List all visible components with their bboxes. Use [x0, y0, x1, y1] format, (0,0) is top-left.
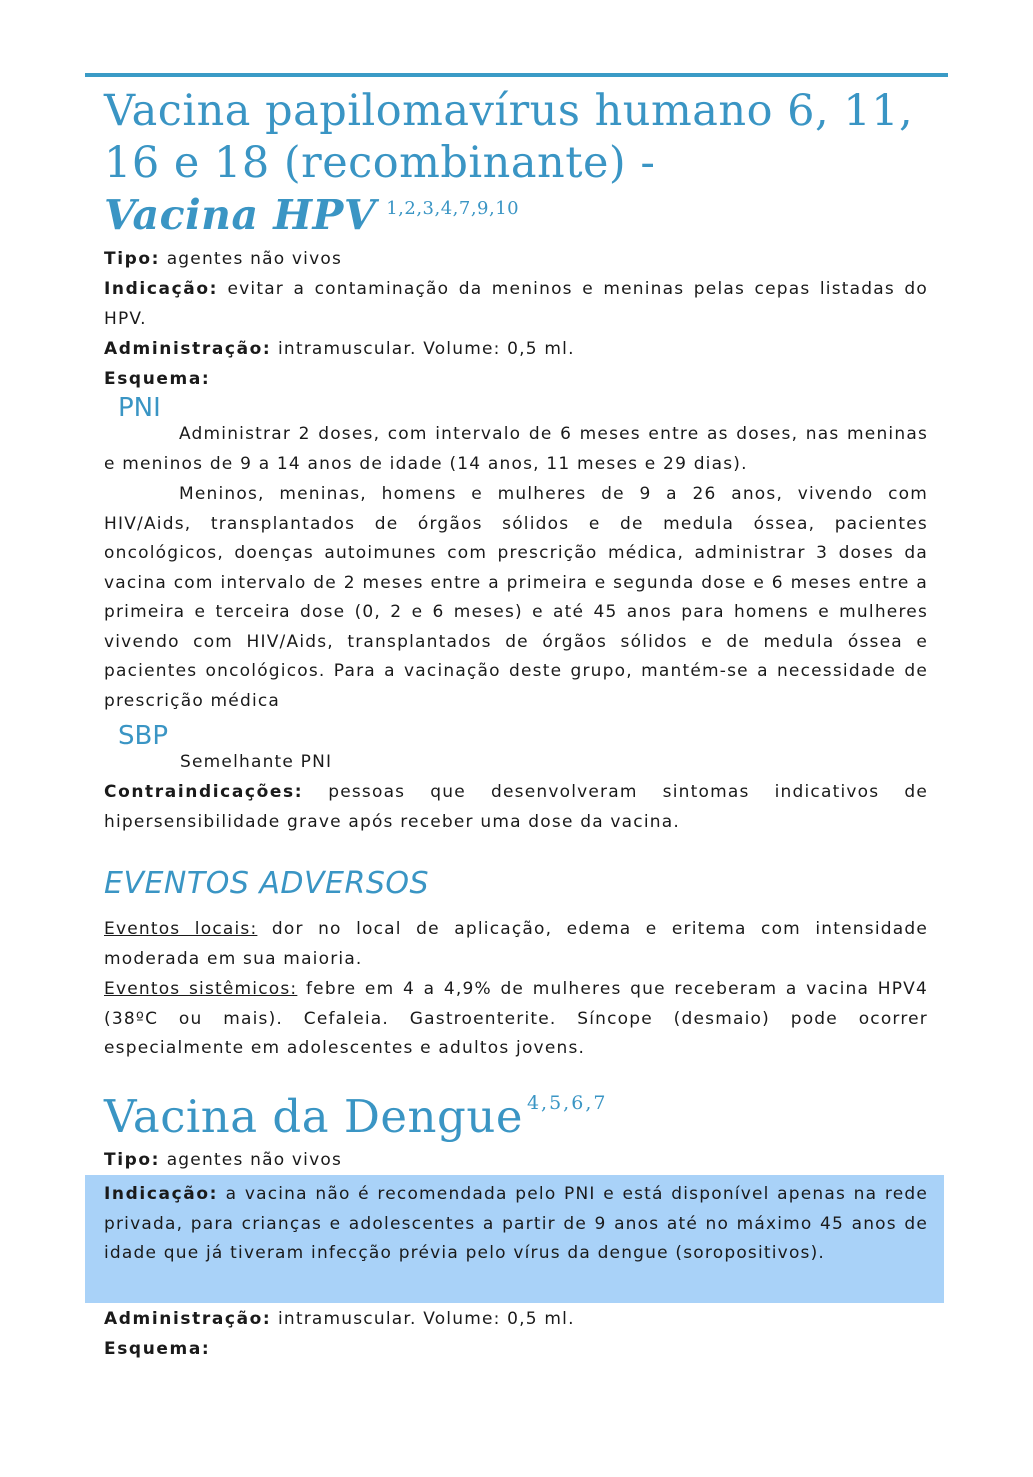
hpv-tipo: [104, 245, 928, 275]
hpv-contra-label: Contraindicações:: [104, 782, 304, 802]
dengue-title-text: Vacina da Dengue: [104, 1090, 523, 1143]
eventos-sistemicos-value: febre em 4 a 4,9% de mulheres que receberam a vacina HPV4 (38ºC ou mais). Cefaleia. Gastroenterite. Síncope (desmaio) pode ocorrer especialmente em adolescentes e adultos jovens.: [104, 979, 928, 1058]
hpv-contraindicacoes: [104, 778, 928, 837]
eventos-locais-value: dor no local de aplicação, edema e eritema com intensidade moderada em sua maioria.: [104, 919, 929, 969]
hpv-contra-value: pessoas que desenvolveram sintomas indicativos de hipersensibilidade grave após receber uma dose da vacina.: [104, 782, 929, 832]
pni-paragraph-1: Administrar 2 doses, com intervalo de 6 meses entre as doses, nas meninas e meninos de 9 a 14 anos de idade (14 anos, 11 meses e 29 dias).: [104, 424, 928, 474]
hpv-title-bold: Vacina HPV: [104, 191, 377, 239]
dengue-administracao-label: Administração:: [104, 1309, 272, 1329]
hpv-tipo-label: Tipo:: [104, 249, 161, 269]
eventos-heading: EVENTOS ADVERSOS: [104, 866, 430, 901]
hpv-title-line1: Vacina papilomavírus humano 6, 11,: [104, 86, 914, 136]
hpv-indicacao: [104, 275, 928, 334]
hpv-tipo-value: agentes não vivos: [166, 249, 343, 269]
eventos-sistemicos: [104, 975, 928, 1064]
dengue-indicacao-value: a vacina não é recomendada pelo PNI e está disponível apenas na rede privada, para crianças e adolescentes a partir de 9 anos até no máximo 45 anos de idade que já tiveram infecção prévia pelo vírus da dengue (soropositivos).: [104, 1184, 929, 1263]
hpv-title-refs: 1,2,3,4,7,9,10: [386, 198, 520, 219]
hpv-administracao: [104, 335, 928, 365]
dengue-tipo-value: agentes não vivos: [166, 1150, 343, 1170]
dengue-indicacao: [104, 1180, 928, 1269]
dengue-tipo-label: Tipo:: [104, 1150, 161, 1170]
hpv-administracao-label: Administração:: [104, 339, 272, 359]
hpv-title: [104, 85, 944, 241]
dengue-tipo: [104, 1146, 928, 1176]
pni-subheading: PNI: [118, 393, 161, 423]
dengue-administracao: [104, 1305, 928, 1335]
dengue-esquema-label: Esquema:: [104, 1339, 211, 1359]
dengue-esquema: [104, 1335, 928, 1365]
dengue-administracao-value: intramuscular. Volume: 0,5 ml.: [277, 1309, 575, 1329]
hpv-administracao-value: intramuscular. Volume: 0,5 ml.: [277, 339, 575, 359]
dengue-indicacao-label: Indicação:: [104, 1184, 218, 1204]
hpv-esquema-label: Esquema:: [104, 369, 211, 389]
sbp-subheading: SBP: [118, 721, 169, 751]
eventos-locais-label: Eventos locais:: [104, 919, 258, 939]
pni-paragraph-2: Meninos, meninas, homens e mulheres de 9 a 26 anos, vivendo com HIV/Aids, transplantados de órgãos sólidos e de medula óssea, pacientes oncológicos, doenças autoimunes com prescrição médica, administrar 3 doses da vacina com intervalo de 2 meses entre a primeira e segunda dose e 6 meses entre a primeira e terceira dose (0, 2 e 6 meses) e até 45 anos para homens e mulheres vivendo com HIV/Aids, transplantados de órgãos sólidos e de medula óssea e pacientes oncológicos. Para a vacinação deste grupo, mantém-se a necessidade de prescrição médica: [104, 484, 928, 711]
hpv-indicacao-label: Indicação:: [104, 279, 218, 299]
dengue-title: [104, 1090, 607, 1143]
top-divider: [85, 73, 948, 77]
eventos-locais: [104, 915, 928, 974]
eventos-sistemicos-label: Eventos sistêmicos:: [104, 979, 298, 999]
sbp-value: Semelhante PNI: [180, 752, 333, 772]
hpv-esquema: [104, 365, 928, 395]
dengue-title-refs: 4,5,6,7: [526, 1092, 608, 1114]
hpv-title-line2: 16 e 18 (recombinante) -: [104, 138, 656, 188]
hpv-indicacao-value: evitar a contaminação da meninos e meninas pelas cepas listadas do HPV.: [104, 279, 928, 329]
